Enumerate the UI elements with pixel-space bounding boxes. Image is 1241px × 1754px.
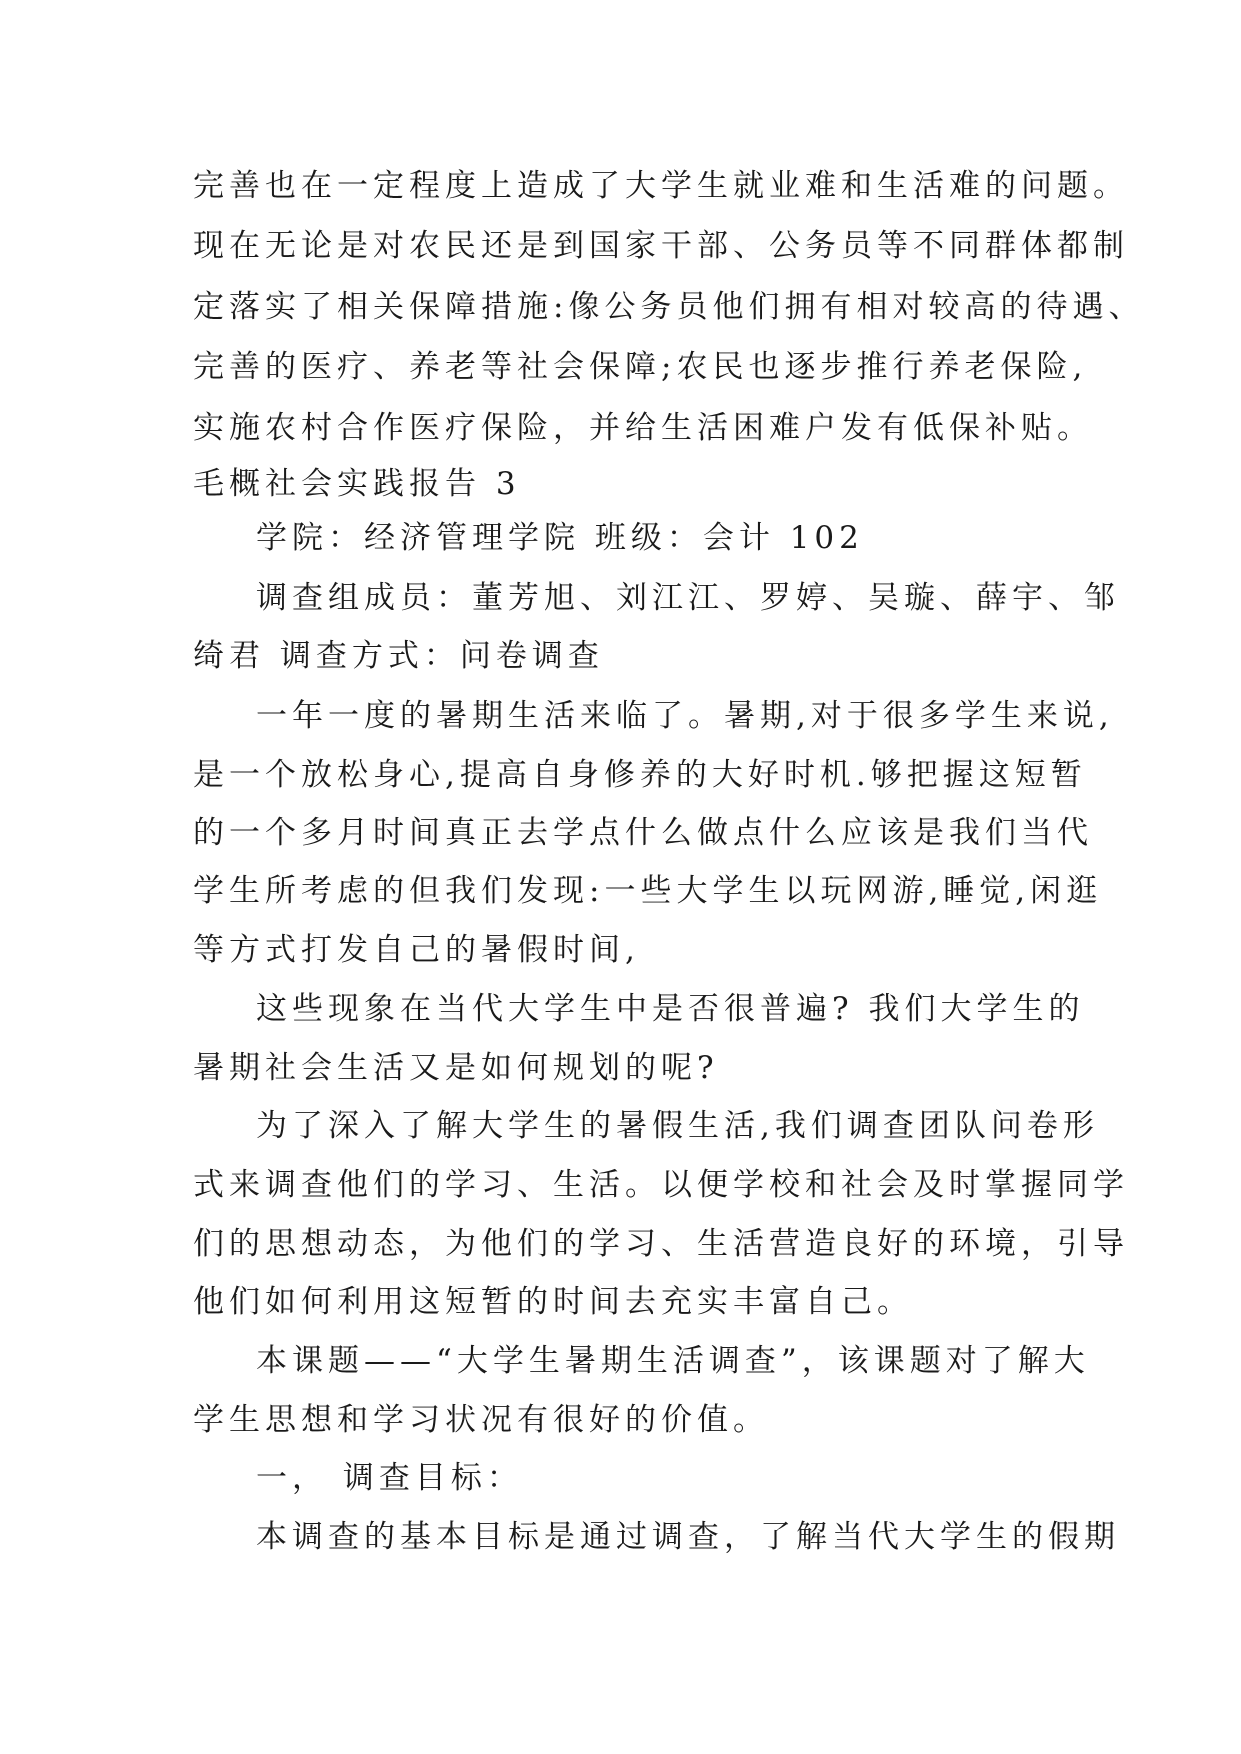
text-line: 这些现象在当代大学生中是否很普遍? 我们大学生的: [256, 991, 1085, 1027]
text-line: 完善也在一定程度上造成了大学生就业难和生活难的问题。: [193, 168, 1129, 204]
text-line: 式来调查他们的学习、生活。以便学校和社会及时掌握同学: [193, 1167, 1129, 1203]
text-line: 一， 调查目标：: [256, 1460, 523, 1496]
section-title: 毛概社会实践报告 3: [193, 466, 521, 502]
text-line: 暑期社会生活又是如何规划的呢?: [193, 1050, 719, 1086]
text-line: 学院：经济管理学院 班级：会计 102: [256, 520, 864, 556]
text-line: 定落实了相关保障措施:像公务员他们拥有相对较高的待遇、: [193, 289, 1145, 325]
text-line: 一年一度的暑期生活来临了。暑期,对于很多学生来说,: [256, 698, 1114, 734]
text-line: 实施农村合作医疗保险，并给生活困难户发有低保补贴。: [193, 410, 1093, 446]
text-line: 的一个多月时间真正去学点什么做点什么应该是我们当代: [193, 815, 1093, 851]
text-line: 等方式打发自己的暑假时间,: [193, 932, 640, 968]
text-line: 调查组成员：董芳旭、刘江江、罗婷、吴璇、薛宇、邹: [256, 580, 1120, 616]
text-line: 学生所考虑的但我们发现:一些大学生以玩网游,睡觉,闲逛: [193, 873, 1103, 909]
text-line: 现在无论是对农民还是到国家干部、公务员等不同群体都制: [193, 228, 1129, 264]
text-line: 学生思想和学习状况有很好的价值。: [193, 1402, 769, 1438]
text-line: 们的思想动态，为他们的学习、生活营造良好的环境，引导: [193, 1226, 1129, 1262]
text-line: 他们如何利用这短暂的时间去充实丰富自己。: [193, 1284, 913, 1320]
text-line: 是一个放松身心,提高自身修养的大好时机.够把握这短暂: [193, 757, 1087, 793]
text-line: 本课题——“大学生暑期生活调查”，该课题对了解大: [256, 1343, 1090, 1379]
text-line: 完善的医疗、养老等社会保障;农民也逐步推行养老保险,: [193, 349, 1088, 385]
text-line: 本调查的基本目标是通过调查，了解当代大学生的假期: [256, 1519, 1120, 1555]
text-line: 为了深入了解大学生的暑假生活,我们调查团队问卷形: [256, 1108, 1099, 1144]
text-line: 绮君 调查方式：问卷调查: [193, 638, 604, 674]
